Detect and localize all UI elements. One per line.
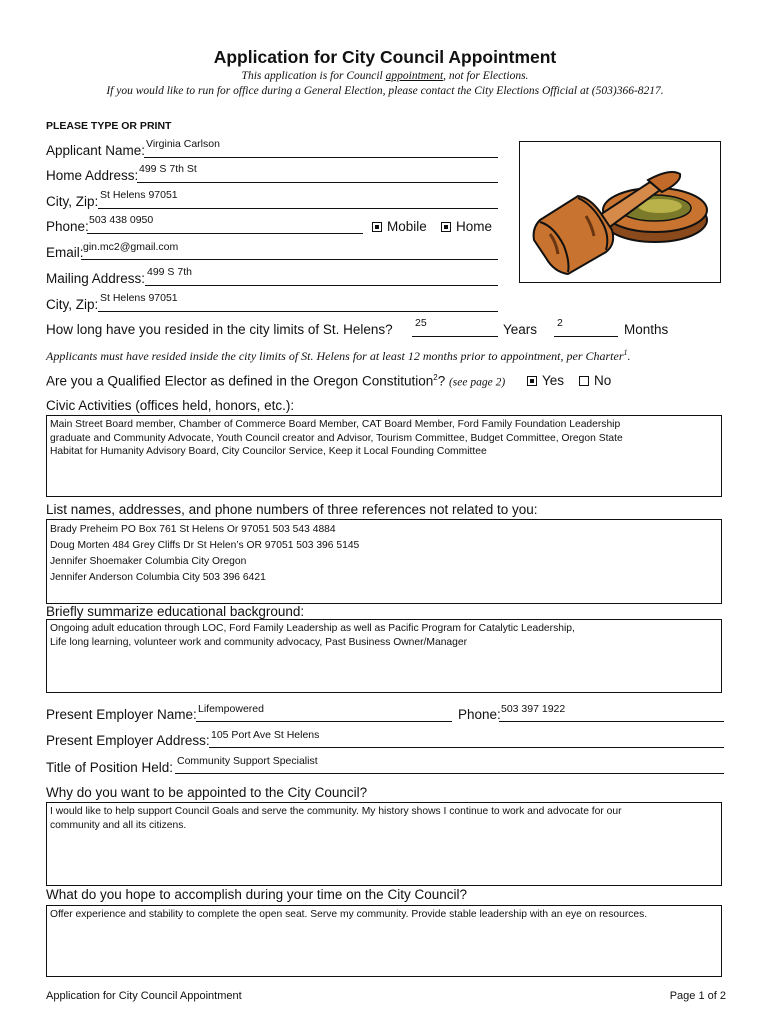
education-label: Briefly summarize educational background: bbox=[46, 604, 305, 619]
reference-line: Jennifer Anderson Columbia City 503 396 6421 bbox=[50, 572, 266, 583]
elector-question bbox=[46, 373, 505, 389]
accomplish-label: What do you hope to accomplish during your time on the City Council? bbox=[46, 887, 467, 902]
why-line: community and all its citizens. bbox=[50, 819, 187, 831]
page-number: Page 1 of 2 bbox=[669, 990, 726, 1002]
footer-title: Application for City Council Appointment bbox=[46, 990, 242, 1002]
education-line: Ongoing adult education through LOC, Ford Family Leadership as well as Pacific Program for Catalytic Leadership, bbox=[50, 623, 575, 634]
elector-yes-box[interactable] bbox=[527, 376, 537, 386]
employer-address-line bbox=[209, 747, 724, 748]
mobile-checkbox[interactable] bbox=[372, 219, 427, 234]
elector-no-box[interactable] bbox=[579, 376, 589, 386]
applicant-name-label: Applicant Name: bbox=[46, 143, 146, 158]
home-address-line bbox=[137, 182, 498, 183]
residency-months-line bbox=[554, 336, 618, 337]
education-line: Life long learning, volunteer work and community advocacy, Past Business Owner/Manager bbox=[50, 636, 468, 648]
employer-phone-label: Phone: bbox=[458, 707, 501, 722]
city-zip-label: City, Zip: bbox=[46, 194, 99, 209]
applicant-name-line bbox=[144, 157, 498, 158]
phone-label: Phone: bbox=[46, 219, 89, 234]
position-title-label: Title of Position Held: bbox=[46, 760, 174, 775]
subtitle bbox=[0, 70, 770, 82]
elector-yes-label: Yes bbox=[542, 373, 565, 388]
mailing-address-line bbox=[145, 285, 498, 286]
why-textarea[interactable] bbox=[46, 802, 722, 886]
employer-name-line bbox=[196, 721, 452, 722]
residency-question: How long have you resided in the city limits of St. Helens? bbox=[46, 322, 393, 337]
home-checkbox[interactable] bbox=[441, 219, 492, 234]
residency-years-value[interactable]: 25 bbox=[415, 317, 427, 329]
employer-address-label: Present Employer Address: bbox=[46, 733, 210, 748]
employer-phone-value[interactable]: 503 397 1922 bbox=[501, 703, 566, 715]
civic-activities-label: Civic Activities (offices held, honors, etc.): bbox=[46, 398, 295, 413]
mailing-city-zip-value[interactable]: St Helens 97051 bbox=[100, 292, 178, 304]
mobile-checkbox-box[interactable] bbox=[372, 222, 382, 232]
footnote-2-marker: 2 bbox=[433, 373, 438, 382]
home-label: Home bbox=[456, 219, 493, 234]
elector-question-mark: ? bbox=[437, 373, 446, 389]
employer-address-value[interactable]: 105 Port Ave St Helens bbox=[211, 729, 320, 741]
phone-line bbox=[87, 233, 363, 234]
residency-note-end: . bbox=[627, 349, 631, 363]
reference-line: Jennifer Shoemaker Columbia City Oregon bbox=[50, 556, 247, 567]
civic-line: graduate and Community Advocate, Youth Council creator and Advisor, Tourism Committee, Budget Committee, Oregon State bbox=[50, 432, 623, 444]
civic-line: Main Street Board member, Chamber of Commerce Board Member, CAT Board Member, Ford Family Foundation Leadership bbox=[50, 419, 621, 430]
elector-question-text: Are you a Qualified Elector as defined in the Oregon Constitution bbox=[46, 373, 434, 389]
see-page-note: (see page 2) bbox=[448, 376, 506, 389]
why-label: Why do you want to be appointed to the City Council? bbox=[46, 785, 368, 800]
mailing-city-zip-label: City, Zip: bbox=[46, 297, 99, 312]
mailing-address-value[interactable]: 499 S 7th bbox=[147, 266, 192, 278]
city-zip-value[interactable]: St Helens 97051 bbox=[100, 189, 178, 201]
city-zip-line bbox=[98, 208, 498, 209]
years-label: Years bbox=[503, 322, 538, 337]
elector-yes-checkbox[interactable] bbox=[527, 373, 564, 388]
months-label: Months bbox=[624, 322, 669, 337]
civic-activities-textarea[interactable] bbox=[46, 415, 722, 497]
references-textarea[interactable] bbox=[46, 519, 722, 604]
residency-years-line bbox=[412, 336, 498, 337]
why-line: I would like to help support Council Goals and serve the community. My history shows I continue to work and advocate for our bbox=[50, 806, 622, 817]
mailing-city-zip-line bbox=[98, 311, 498, 312]
position-title-line bbox=[175, 773, 724, 774]
footnote-1-marker: 1 bbox=[623, 348, 628, 357]
elector-no-label: No bbox=[594, 373, 612, 388]
gavel-icon bbox=[520, 142, 719, 281]
reference-line: Brady Preheim PO Box 761 St Helens Or 97051 503 543 4884 bbox=[50, 524, 336, 535]
elector-no-checkbox[interactable] bbox=[579, 373, 611, 388]
subtitle-text-end: , not for Elections. bbox=[443, 70, 529, 82]
home-checkbox-box[interactable] bbox=[441, 222, 451, 232]
instructions: PLEASE TYPE OR PRINT bbox=[46, 120, 172, 132]
position-title-value[interactable]: Community Support Specialist bbox=[177, 755, 318, 767]
subtitle-underlined: appointment bbox=[385, 70, 444, 82]
education-textarea[interactable] bbox=[46, 619, 722, 693]
home-address-label: Home Address: bbox=[46, 168, 139, 183]
employer-name-value[interactable]: Lifempowered bbox=[198, 703, 264, 715]
subtitle-text: This application is for Council bbox=[241, 70, 386, 82]
accomplish-line: Offer experience and stability to complete the open seat. Serve my community. Provide stable leadership with an eye on resources. bbox=[50, 909, 648, 920]
residency-note-text: Applicants must have resided inside the city limits of St. Helens for at least 12 months prior to appointment, per Charter bbox=[46, 349, 624, 363]
applicant-name-value[interactable]: Virginia Carlson bbox=[146, 138, 220, 150]
residency-note bbox=[46, 348, 631, 364]
accomplish-textarea[interactable] bbox=[46, 905, 722, 977]
mailing-address-label: Mailing Address: bbox=[46, 271, 146, 286]
references-label: List names, addresses, and phone numbers of three references not related to you: bbox=[46, 502, 538, 517]
residency-months-value[interactable]: 2 bbox=[557, 317, 563, 329]
reference-line: Doug Morten 484 Grey Cliffs Dr St Helen’s OR 97051 503 396 5145 bbox=[50, 540, 360, 551]
email-label: Email: bbox=[46, 245, 84, 260]
mobile-label: Mobile bbox=[387, 219, 427, 234]
employer-phone-line bbox=[499, 721, 724, 722]
civic-line: Habitat for Humanity Advisory Board, City Councilor Service, Keep it Local Founding Committee bbox=[50, 446, 487, 457]
gavel-image-frame bbox=[519, 141, 721, 283]
email-value[interactable]: gin.mc2@gmail.com bbox=[83, 241, 179, 253]
home-address-value[interactable]: 499 S 7th St bbox=[139, 163, 197, 175]
subtitle-elections-contact: If you would like to run for office during a General Election, please contact the City Elections Official at (503)366-8217. bbox=[106, 85, 664, 97]
page-title: Application for City Council Appointment bbox=[213, 47, 557, 67]
email-line bbox=[81, 259, 498, 260]
phone-value[interactable]: 503 438 0950 bbox=[89, 214, 154, 226]
employer-name-label: Present Employer Name: bbox=[46, 707, 197, 722]
